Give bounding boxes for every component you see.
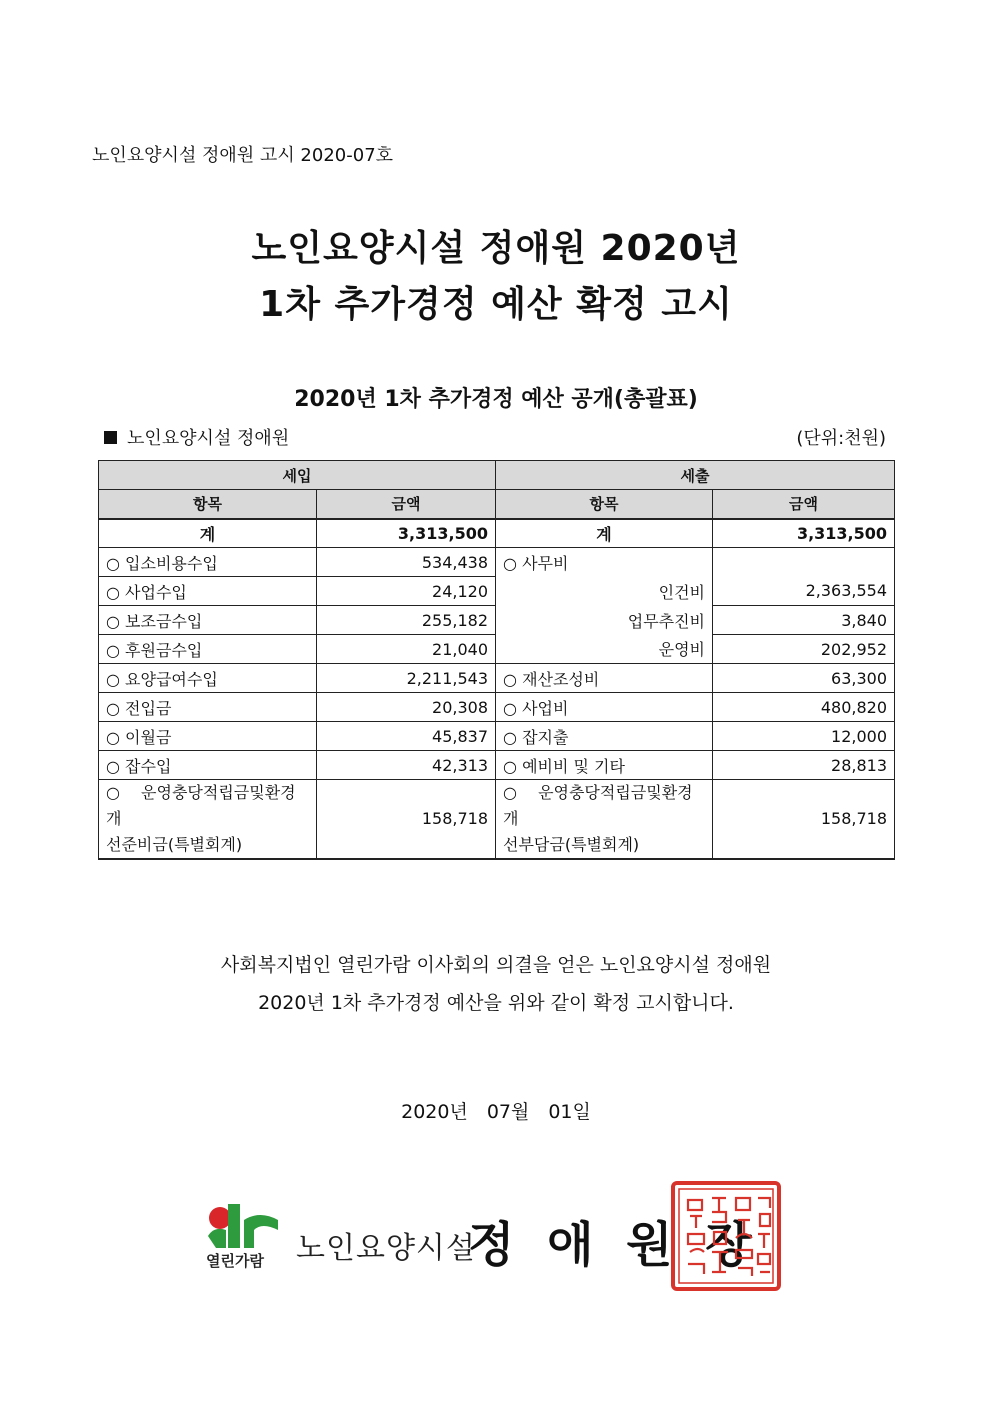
unit-label: (단위:천원) xyxy=(796,428,886,449)
square-bullet-icon xyxy=(104,431,117,444)
expense-item xyxy=(496,780,713,860)
declaration-line1: 사회복지법인 열린가람 이사회의 의결을 얻은 노인요양시설 정애원 xyxy=(220,954,772,976)
budget-summary-table xyxy=(98,460,895,860)
expense-total-label: 계 xyxy=(496,519,713,548)
expense-amount: 63,300 xyxy=(713,664,895,693)
income-item: ○ 요양급여수입 xyxy=(99,664,317,693)
expense-item: ○ 예비비 및 기타 xyxy=(496,751,713,780)
income-item xyxy=(99,780,317,860)
income-item: ○ 보조금수입 xyxy=(99,606,317,635)
table-row xyxy=(99,780,895,860)
expense-amount: 158,718 xyxy=(713,780,895,860)
income-amount: 534,438 xyxy=(317,548,496,577)
table-subheader-row xyxy=(99,490,895,519)
table-row xyxy=(99,635,895,664)
income-header: 세입 xyxy=(99,461,496,490)
income-amount: 45,837 xyxy=(317,722,496,751)
director-label: 정 애 원 장 xyxy=(468,1217,760,1273)
expense-item-col: 항목 xyxy=(496,490,713,519)
table-subtitle: 2020년 1차 추가경정 예산 공개(총괄표) xyxy=(294,387,698,412)
income-item: ○ 사업수입 xyxy=(99,577,317,606)
expense-subitem: 업무추진비 xyxy=(496,606,713,635)
income-amount: 20,308 xyxy=(317,693,496,722)
expense-item: ○ 사업비 xyxy=(496,693,713,722)
org-line xyxy=(104,424,289,450)
table-header-row xyxy=(99,461,895,490)
document-title-line1: 노인요양시설 정애원 2020년 xyxy=(251,228,741,269)
expense-subitem: 인건비 xyxy=(496,577,713,606)
declaration-line2: 2020년 1차 추가경정 예산을 위와 같이 확정 고시합니다. xyxy=(258,992,734,1014)
table-row xyxy=(99,693,895,722)
income-amount: 21,040 xyxy=(317,635,496,664)
table-row xyxy=(99,722,895,751)
expense-header: 세출 xyxy=(496,461,895,490)
income-item: ○ 전입금 xyxy=(99,693,317,722)
notice-date: 2020년 07월 01일 xyxy=(401,1101,591,1123)
org-name: 노인요양시설 정애원 xyxy=(127,428,290,449)
expense-amount: 202,952 xyxy=(713,635,895,664)
expense-amount: 12,000 xyxy=(713,722,895,751)
expense-item-line2: 선부담금(특별회계) xyxy=(503,835,640,854)
expense-amount: 28,813 xyxy=(713,751,895,780)
expense-amount: 3,840 xyxy=(713,606,895,635)
income-item-col: 항목 xyxy=(99,490,317,519)
income-amount: 255,182 xyxy=(317,606,496,635)
income-item-line1: ○ 운영충당적립금및환경개 xyxy=(106,783,296,828)
expense-amount xyxy=(713,548,895,577)
income-amount: 158,718 xyxy=(317,780,496,860)
expense-total-amount: 3,313,500 xyxy=(713,519,895,548)
official-seal-icon xyxy=(670,1180,782,1292)
income-amount-col: 금액 xyxy=(317,490,496,519)
table-row xyxy=(99,751,895,780)
table-row xyxy=(99,606,895,635)
expense-amount: 480,820 xyxy=(713,693,895,722)
table-row xyxy=(99,548,895,577)
expense-amount-col: 금액 xyxy=(713,490,895,519)
foundation-logo-text: 열린가람 xyxy=(206,1252,264,1270)
expense-item-line1: ○ 운영충당적립금및환경개 xyxy=(503,783,693,828)
income-item: ○ 입소비용수입 xyxy=(99,548,317,577)
expense-subitem: 운영비 xyxy=(496,635,713,664)
expense-item: ○ 재산조성비 xyxy=(496,664,713,693)
facility-label: 노인요양시설 xyxy=(296,1231,476,1266)
expense-item: ○ 사무비 xyxy=(496,548,713,577)
income-item: ○ 이월금 xyxy=(99,722,317,751)
expense-item: ○ 잡지출 xyxy=(496,722,713,751)
income-total-label: 계 xyxy=(99,519,317,548)
notice-number: 노인요양시설 정애원 고시 2020-07호 xyxy=(92,145,394,166)
income-total-amount: 3,313,500 xyxy=(317,519,496,548)
income-item-line2: 선준비금(특별회계) xyxy=(106,835,243,854)
income-amount: 2,211,543 xyxy=(317,664,496,693)
table-row xyxy=(99,664,895,693)
income-item: ○ 후원금수입 xyxy=(99,635,317,664)
document-title-line2: 1차 추가경정 예산 확정 고시 xyxy=(259,284,733,325)
income-amount: 42,313 xyxy=(317,751,496,780)
expense-amount: 2,363,554 xyxy=(713,577,895,606)
income-item: ○ 잡수입 xyxy=(99,751,317,780)
total-row xyxy=(99,519,895,548)
income-amount: 24,120 xyxy=(317,577,496,606)
table-row xyxy=(99,577,895,606)
